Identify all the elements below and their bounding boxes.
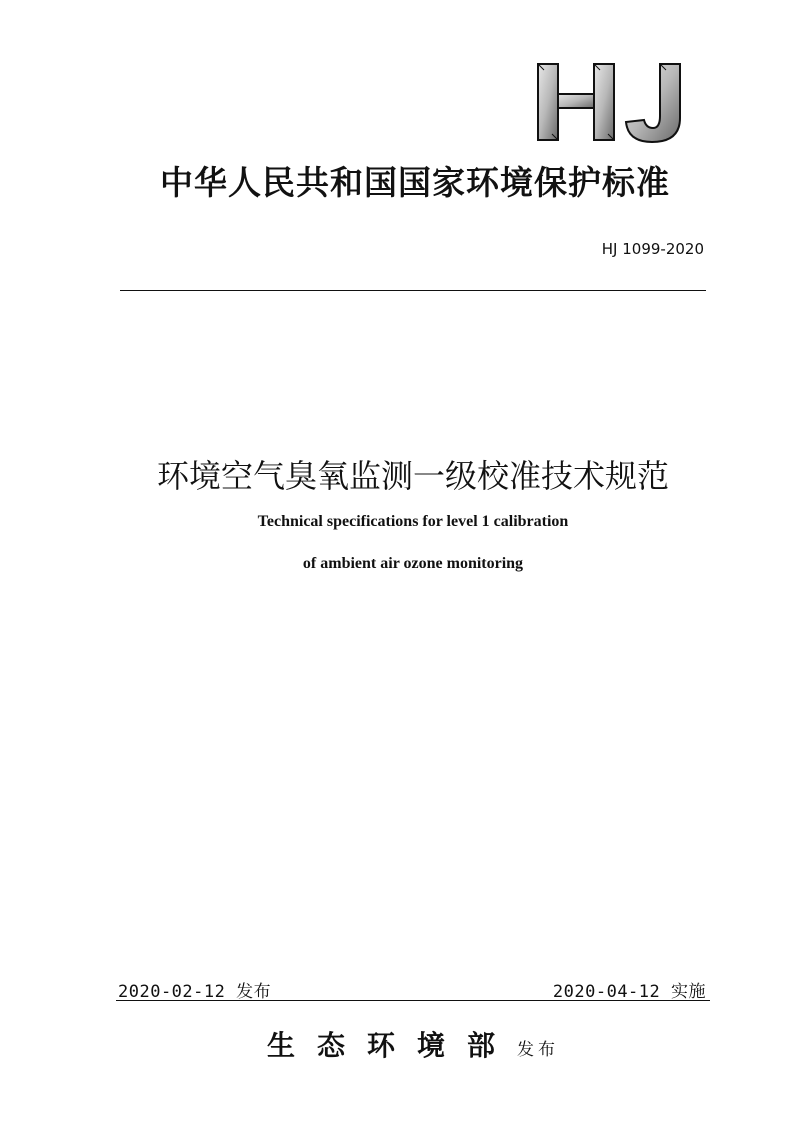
- document-title-chinese: 环境空气臭氧监测一级校准技术规范: [156, 457, 669, 495]
- publisher-name: 生态环境部: [266, 1029, 517, 1062]
- document-title-english-line1: Technical specifications for level 1 calibration: [257, 513, 569, 530]
- top-divider: [120, 290, 706, 291]
- publisher-suffix: 发布: [517, 1040, 559, 1060]
- publisher-line: [0, 1024, 800, 1064]
- implementation-date: 2020-04-12 实施: [552, 982, 706, 1002]
- bottom-divider: [116, 1000, 710, 1001]
- standard-code: HJ 1099-2020: [601, 240, 704, 258]
- issue-date: 2020-02-12 发布: [118, 982, 272, 1002]
- document-title-english-line2: of ambient air ozone monitoring: [302, 555, 524, 572]
- standard-title: 中华人民共和国国家环境保护标准: [160, 163, 670, 202]
- hj-standard-logo-icon: [532, 58, 692, 146]
